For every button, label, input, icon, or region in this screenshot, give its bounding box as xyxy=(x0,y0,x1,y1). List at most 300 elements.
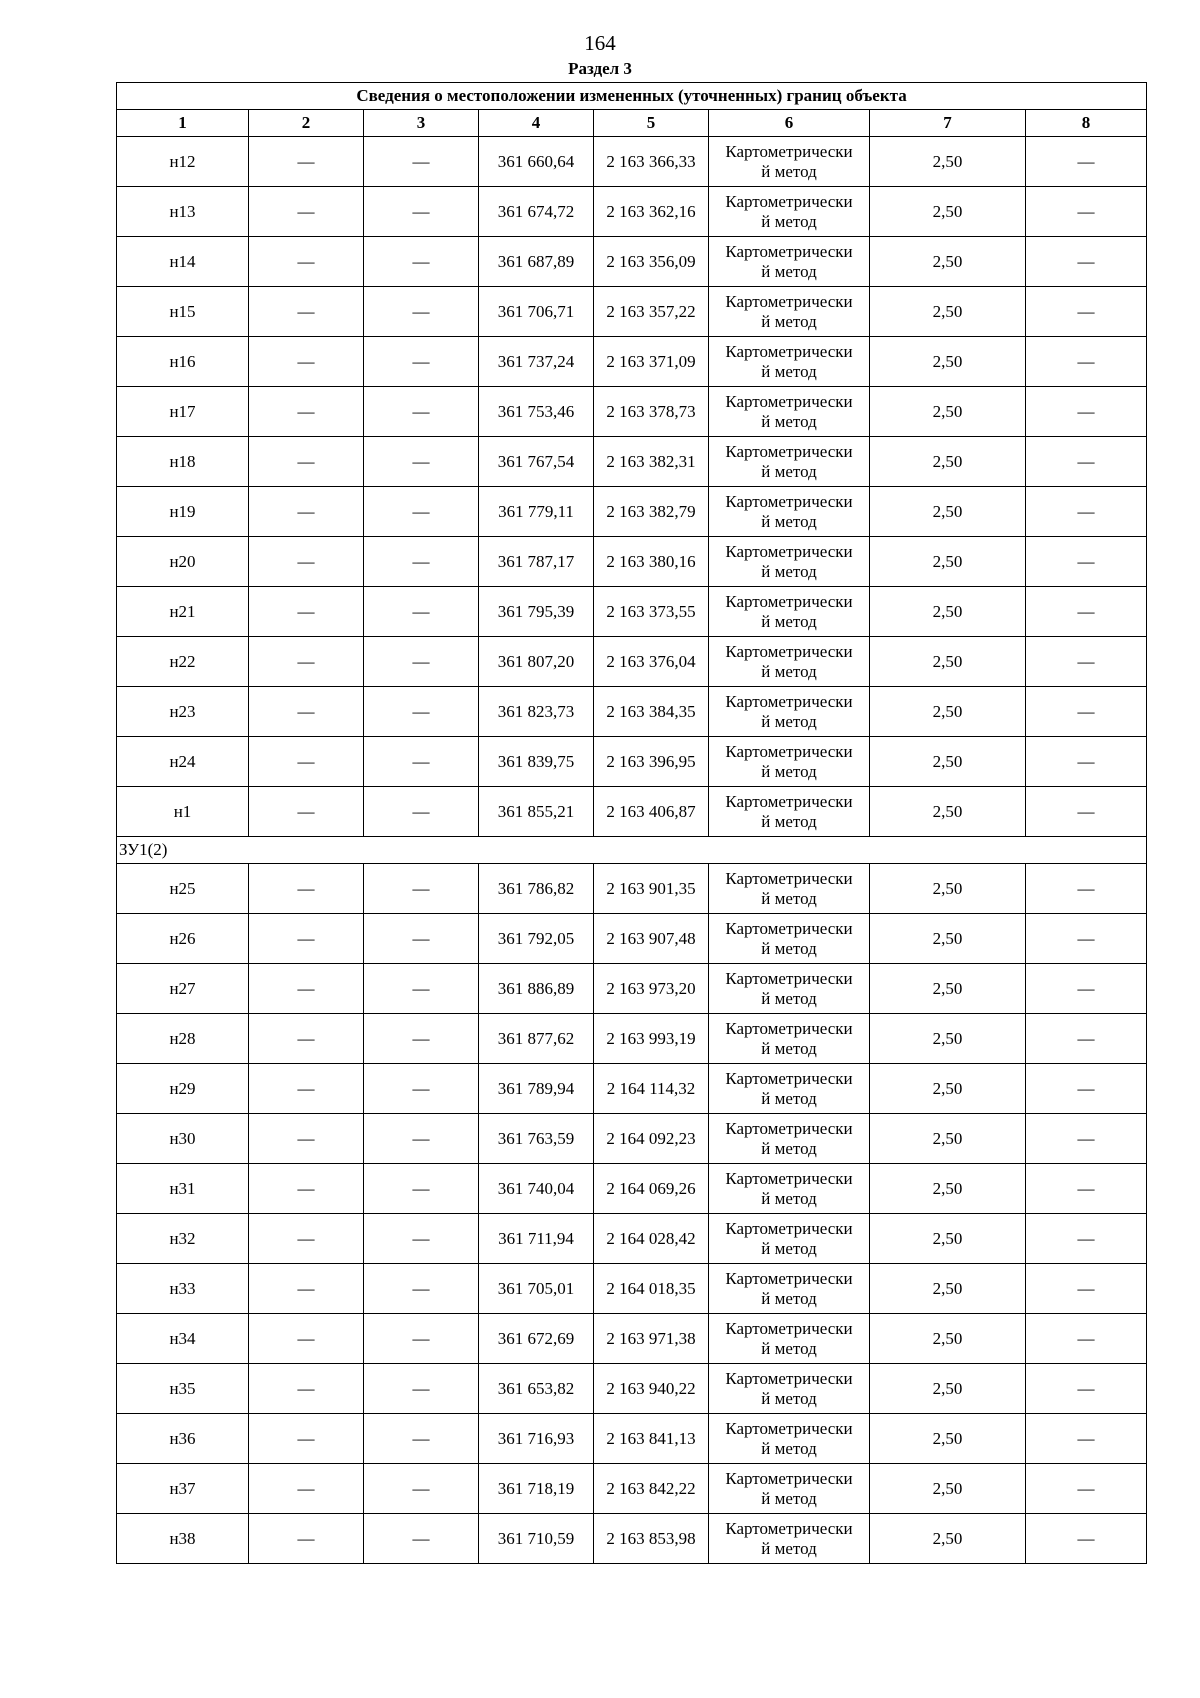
column-2-cell: — xyxy=(249,437,364,487)
method-line: Картометрически xyxy=(725,341,853,361)
column-3-cell: — xyxy=(364,737,479,787)
column-3-cell: — xyxy=(364,1214,479,1264)
method-line: Картометрически xyxy=(725,741,853,761)
method-line: Картометрически xyxy=(725,241,853,261)
table-row xyxy=(117,964,1147,1014)
x-coordinate-cell: 361 653,82 xyxy=(479,1364,594,1414)
table-row xyxy=(117,914,1147,964)
point-name-cell: н31 xyxy=(117,1164,249,1214)
x-coordinate-cell: 361 718,19 xyxy=(479,1464,594,1514)
table-row xyxy=(117,1164,1147,1214)
accuracy-cell: 2,50 xyxy=(870,787,1026,837)
accuracy-cell: 2,50 xyxy=(870,1314,1026,1364)
column-number-row xyxy=(117,110,1147,137)
method-line: Картометрически xyxy=(725,918,853,938)
column-2-cell: — xyxy=(249,1114,364,1164)
accuracy-cell: 2,50 xyxy=(870,1214,1026,1264)
table-row xyxy=(117,437,1147,487)
point-name-cell: н28 xyxy=(117,1014,249,1064)
point-name-cell: н37 xyxy=(117,1464,249,1514)
method-cell xyxy=(709,1014,870,1064)
column-3-cell: — xyxy=(364,1014,479,1064)
column-3-cell: — xyxy=(364,587,479,637)
method-line: Картометрически xyxy=(725,691,853,711)
column-8-cell: — xyxy=(1026,914,1147,964)
accuracy-cell: 2,50 xyxy=(870,387,1026,437)
y-coordinate-cell: 2 163 901,35 xyxy=(594,864,709,914)
table-row xyxy=(117,287,1147,337)
table-row xyxy=(117,737,1147,787)
method-cell xyxy=(709,1064,870,1114)
method-cell xyxy=(709,487,870,537)
method-line: й метод xyxy=(761,661,817,681)
column-8-cell: — xyxy=(1026,687,1147,737)
x-coordinate-cell: 361 823,73 xyxy=(479,687,594,737)
point-name-cell: н30 xyxy=(117,1114,249,1164)
y-coordinate-cell: 2 163 396,95 xyxy=(594,737,709,787)
method-cell xyxy=(709,1164,870,1214)
point-name-cell: н13 xyxy=(117,187,249,237)
column-8-cell: — xyxy=(1026,1414,1147,1464)
x-coordinate-cell: 361 786,82 xyxy=(479,864,594,914)
method-line: й метод xyxy=(761,561,817,581)
column-2-cell: — xyxy=(249,737,364,787)
column-3-cell: — xyxy=(364,914,479,964)
column-3-cell: — xyxy=(364,387,479,437)
method-line: й метод xyxy=(761,988,817,1008)
column-2-cell: — xyxy=(249,1164,364,1214)
column-3-cell: — xyxy=(364,487,479,537)
table-row xyxy=(117,1414,1147,1464)
method-cell xyxy=(709,537,870,587)
method-line: Картометрически xyxy=(725,968,853,988)
table-row xyxy=(117,1514,1147,1564)
column-3-cell: — xyxy=(364,1114,479,1164)
y-coordinate-cell: 2 164 018,35 xyxy=(594,1264,709,1314)
accuracy-cell: 2,50 xyxy=(870,637,1026,687)
method-line: й метод xyxy=(761,711,817,731)
column-8-cell: — xyxy=(1026,1014,1147,1064)
method-cell xyxy=(709,1214,870,1264)
method-line: Картометрически xyxy=(725,641,853,661)
column-8-cell: — xyxy=(1026,387,1147,437)
point-name-cell: н15 xyxy=(117,287,249,337)
column-number: 7 xyxy=(870,110,1026,137)
table-row xyxy=(117,1364,1147,1414)
column-3-cell: — xyxy=(364,1414,479,1464)
y-coordinate-cell: 2 163 973,20 xyxy=(594,964,709,1014)
column-2-cell: — xyxy=(249,1464,364,1514)
point-name-cell: н19 xyxy=(117,487,249,537)
point-name-cell: н33 xyxy=(117,1264,249,1314)
x-coordinate-cell: 361 767,54 xyxy=(479,437,594,487)
table-row xyxy=(117,864,1147,914)
point-name-cell: н1 xyxy=(117,787,249,837)
column-3-cell: — xyxy=(364,137,479,187)
accuracy-cell: 2,50 xyxy=(870,1264,1026,1314)
column-3-cell: — xyxy=(364,537,479,587)
method-line: й метод xyxy=(761,311,817,331)
y-coordinate-cell: 2 163 993,19 xyxy=(594,1014,709,1064)
method-line: й метод xyxy=(761,1038,817,1058)
method-cell xyxy=(709,387,870,437)
method-line: Картометрически xyxy=(725,1068,853,1088)
accuracy-cell: 2,50 xyxy=(870,1514,1026,1564)
y-coordinate-cell: 2 163 382,79 xyxy=(594,487,709,537)
column-8-cell: — xyxy=(1026,1214,1147,1264)
x-coordinate-cell: 361 711,94 xyxy=(479,1214,594,1264)
accuracy-cell: 2,50 xyxy=(870,864,1026,914)
method-cell xyxy=(709,1264,870,1314)
column-3-cell: — xyxy=(364,864,479,914)
x-coordinate-cell: 361 855,21 xyxy=(479,787,594,837)
column-8-cell: — xyxy=(1026,1464,1147,1514)
x-coordinate-cell: 361 710,59 xyxy=(479,1514,594,1564)
table-row xyxy=(117,1314,1147,1364)
table-row xyxy=(117,1064,1147,1114)
method-line: й метод xyxy=(761,261,817,281)
method-cell xyxy=(709,914,870,964)
method-line: Картометрически xyxy=(725,1168,853,1188)
method-line: й метод xyxy=(761,811,817,831)
column-8-cell: — xyxy=(1026,587,1147,637)
method-line: Картометрически xyxy=(725,1468,853,1488)
accuracy-cell: 2,50 xyxy=(870,1014,1026,1064)
column-3-cell: — xyxy=(364,1364,479,1414)
method-line: й метод xyxy=(761,938,817,958)
column-number: 2 xyxy=(249,110,364,137)
accuracy-cell: 2,50 xyxy=(870,1164,1026,1214)
column-3-cell: — xyxy=(364,1464,479,1514)
y-coordinate-cell: 2 163 380,16 xyxy=(594,537,709,587)
y-coordinate-cell: 2 163 384,35 xyxy=(594,687,709,737)
method-line: й метод xyxy=(761,1388,817,1408)
method-cell xyxy=(709,1364,870,1414)
method-cell xyxy=(709,1514,870,1564)
method-cell xyxy=(709,864,870,914)
y-coordinate-cell: 2 163 378,73 xyxy=(594,387,709,437)
method-line: Картометрически xyxy=(725,791,853,811)
y-coordinate-cell: 2 164 114,32 xyxy=(594,1064,709,1114)
table-row xyxy=(117,637,1147,687)
column-3-cell: — xyxy=(364,287,479,337)
column-3-cell: — xyxy=(364,1264,479,1314)
method-line: Картометрически xyxy=(725,591,853,611)
method-cell xyxy=(709,337,870,387)
y-coordinate-cell: 2 163 366,33 xyxy=(594,137,709,187)
accuracy-cell: 2,50 xyxy=(870,914,1026,964)
method-line: й метод xyxy=(761,1088,817,1108)
method-line: й метод xyxy=(761,1538,817,1558)
method-line: й метод xyxy=(761,1488,817,1508)
method-line: й метод xyxy=(761,161,817,181)
column-8-cell: — xyxy=(1026,1364,1147,1414)
accuracy-cell: 2,50 xyxy=(870,1464,1026,1514)
column-number: 4 xyxy=(479,110,594,137)
method-cell xyxy=(709,1314,870,1364)
method-line: й метод xyxy=(761,1338,817,1358)
method-line: Картометрически xyxy=(725,391,853,411)
method-line: й метод xyxy=(761,1238,817,1258)
coordinates-table xyxy=(116,82,1147,1564)
method-cell xyxy=(709,237,870,287)
table-row xyxy=(117,487,1147,537)
x-coordinate-cell: 361 877,62 xyxy=(479,1014,594,1064)
column-8-cell: — xyxy=(1026,1064,1147,1114)
y-coordinate-cell: 2 163 382,31 xyxy=(594,437,709,487)
x-coordinate-cell: 361 753,46 xyxy=(479,387,594,437)
method-cell xyxy=(709,137,870,187)
column-8-cell: — xyxy=(1026,1314,1147,1364)
column-2-cell: — xyxy=(249,587,364,637)
column-2-cell: — xyxy=(249,787,364,837)
method-line: й метод xyxy=(761,511,817,531)
method-cell xyxy=(709,1414,870,1464)
point-name-cell: н12 xyxy=(117,137,249,187)
column-8-cell: — xyxy=(1026,1114,1147,1164)
table-caption-row xyxy=(117,83,1147,110)
method-cell xyxy=(709,1114,870,1164)
column-8-cell: — xyxy=(1026,787,1147,837)
table-body xyxy=(117,137,1147,1564)
x-coordinate-cell: 361 660,64 xyxy=(479,137,594,187)
column-number: 1 xyxy=(117,110,249,137)
table-caption: Сведения о местоположении измененных (уточненных) границ объекта xyxy=(117,83,1147,110)
column-8-cell: — xyxy=(1026,437,1147,487)
column-8-cell: — xyxy=(1026,737,1147,787)
column-number: 6 xyxy=(709,110,870,137)
column-2-cell: — xyxy=(249,1214,364,1264)
accuracy-cell: 2,50 xyxy=(870,1414,1026,1464)
section-title: Раздел 3 xyxy=(568,59,632,78)
method-line: Картометрически xyxy=(725,541,853,561)
point-name-cell: н22 xyxy=(117,637,249,687)
y-coordinate-cell: 2 164 028,42 xyxy=(594,1214,709,1264)
method-line: Картометрически xyxy=(725,1518,853,1538)
y-coordinate-cell: 2 163 376,04 xyxy=(594,637,709,687)
y-coordinate-cell: 2 163 907,48 xyxy=(594,914,709,964)
point-name-cell: н34 xyxy=(117,1314,249,1364)
table-row xyxy=(117,1114,1147,1164)
point-name-cell: н27 xyxy=(117,964,249,1014)
table-row xyxy=(117,187,1147,237)
column-3-cell: — xyxy=(364,1514,479,1564)
column-2-cell: — xyxy=(249,637,364,687)
x-coordinate-cell: 361 886,89 xyxy=(479,964,594,1014)
point-name-cell: н18 xyxy=(117,437,249,487)
group-label: ЗУ1(2) xyxy=(117,837,1147,864)
column-2-cell: — xyxy=(249,337,364,387)
y-coordinate-cell: 2 163 971,38 xyxy=(594,1314,709,1364)
y-coordinate-cell: 2 163 842,22 xyxy=(594,1464,709,1514)
page-number: 164 xyxy=(584,31,616,55)
column-8-cell: — xyxy=(1026,287,1147,337)
column-2-cell: — xyxy=(249,237,364,287)
method-line: Картометрически xyxy=(725,491,853,511)
accuracy-cell: 2,50 xyxy=(870,687,1026,737)
method-line: Картометрически xyxy=(725,868,853,888)
column-8-cell: — xyxy=(1026,1264,1147,1314)
table-row xyxy=(117,1214,1147,1264)
method-cell xyxy=(709,687,870,737)
method-line: й метод xyxy=(761,611,817,631)
column-3-cell: — xyxy=(364,1164,479,1214)
column-2-cell: — xyxy=(249,1064,364,1114)
y-coordinate-cell: 2 163 373,55 xyxy=(594,587,709,637)
x-coordinate-cell: 361 716,93 xyxy=(479,1414,594,1464)
table-row xyxy=(117,1264,1147,1314)
x-coordinate-cell: 361 687,89 xyxy=(479,237,594,287)
point-name-cell: н29 xyxy=(117,1064,249,1114)
accuracy-cell: 2,50 xyxy=(870,437,1026,487)
column-3-cell: — xyxy=(364,237,479,287)
method-line: й метод xyxy=(761,1188,817,1208)
accuracy-cell: 2,50 xyxy=(870,137,1026,187)
x-coordinate-cell: 361 795,39 xyxy=(479,587,594,637)
method-line: Картометрически xyxy=(725,141,853,161)
table-row xyxy=(117,237,1147,287)
column-8-cell: — xyxy=(1026,1164,1147,1214)
column-2-cell: — xyxy=(249,864,364,914)
column-2-cell: — xyxy=(249,287,364,337)
x-coordinate-cell: 361 807,20 xyxy=(479,637,594,687)
y-coordinate-cell: 2 163 357,22 xyxy=(594,287,709,337)
point-name-cell: н14 xyxy=(117,237,249,287)
point-name-cell: н21 xyxy=(117,587,249,637)
accuracy-cell: 2,50 xyxy=(870,737,1026,787)
column-2-cell: — xyxy=(249,487,364,537)
method-cell xyxy=(709,737,870,787)
method-line: Картометрически xyxy=(725,1118,853,1138)
table-row xyxy=(117,587,1147,637)
group-row xyxy=(117,837,1147,864)
column-number: 5 xyxy=(594,110,709,137)
y-coordinate-cell: 2 163 371,09 xyxy=(594,337,709,387)
column-3-cell: — xyxy=(364,964,479,1014)
column-2-cell: — xyxy=(249,1514,364,1564)
column-3-cell: — xyxy=(364,337,479,387)
column-3-cell: — xyxy=(364,187,479,237)
point-name-cell: н25 xyxy=(117,864,249,914)
point-name-cell: н36 xyxy=(117,1414,249,1464)
column-3-cell: — xyxy=(364,1064,479,1114)
column-2-cell: — xyxy=(249,537,364,587)
point-name-cell: н17 xyxy=(117,387,249,437)
column-8-cell: — xyxy=(1026,487,1147,537)
method-cell xyxy=(709,437,870,487)
method-line: й метод xyxy=(761,361,817,381)
y-coordinate-cell: 2 164 092,23 xyxy=(594,1114,709,1164)
method-cell xyxy=(709,587,870,637)
method-line: й метод xyxy=(761,761,817,781)
column-2-cell: — xyxy=(249,914,364,964)
method-cell xyxy=(709,1464,870,1514)
x-coordinate-cell: 361 740,04 xyxy=(479,1164,594,1214)
method-line: й метод xyxy=(761,1438,817,1458)
x-coordinate-cell: 361 792,05 xyxy=(479,914,594,964)
x-coordinate-cell: 361 779,11 xyxy=(479,487,594,537)
accuracy-cell: 2,50 xyxy=(870,1114,1026,1164)
point-name-cell: н26 xyxy=(117,914,249,964)
x-coordinate-cell: 361 706,71 xyxy=(479,287,594,337)
point-name-cell: н35 xyxy=(117,1364,249,1414)
column-2-cell: — xyxy=(249,137,364,187)
column-8-cell: — xyxy=(1026,864,1147,914)
method-line: Картометрически xyxy=(725,1368,853,1388)
point-name-cell: н20 xyxy=(117,537,249,587)
column-8-cell: — xyxy=(1026,537,1147,587)
column-2-cell: — xyxy=(249,387,364,437)
method-cell xyxy=(709,287,870,337)
column-number: 3 xyxy=(364,110,479,137)
column-8-cell: — xyxy=(1026,337,1147,387)
table-row xyxy=(117,787,1147,837)
method-line: Картометрически xyxy=(725,1218,853,1238)
method-cell xyxy=(709,637,870,687)
y-coordinate-cell: 2 163 940,22 xyxy=(594,1364,709,1414)
accuracy-cell: 2,50 xyxy=(870,1064,1026,1114)
column-2-cell: — xyxy=(249,1414,364,1464)
x-coordinate-cell: 361 787,17 xyxy=(479,537,594,587)
method-line: Картометрически xyxy=(725,1318,853,1338)
column-2-cell: — xyxy=(249,1364,364,1414)
x-coordinate-cell: 361 839,75 xyxy=(479,737,594,787)
table-row xyxy=(117,1014,1147,1064)
method-line: Картометрически xyxy=(725,191,853,211)
method-cell xyxy=(709,187,870,237)
accuracy-cell: 2,50 xyxy=(870,487,1026,537)
column-2-cell: — xyxy=(249,1264,364,1314)
column-2-cell: — xyxy=(249,964,364,1014)
x-coordinate-cell: 361 674,72 xyxy=(479,187,594,237)
column-2-cell: — xyxy=(249,1314,364,1364)
method-cell xyxy=(709,787,870,837)
x-coordinate-cell: 361 789,94 xyxy=(479,1064,594,1114)
column-8-cell: — xyxy=(1026,237,1147,287)
table-row xyxy=(117,1464,1147,1514)
accuracy-cell: 2,50 xyxy=(870,964,1026,1014)
column-2-cell: — xyxy=(249,687,364,737)
accuracy-cell: 2,50 xyxy=(870,287,1026,337)
point-name-cell: н16 xyxy=(117,337,249,387)
method-line: й метод xyxy=(761,1288,817,1308)
accuracy-cell: 2,50 xyxy=(870,1364,1026,1414)
y-coordinate-cell: 2 163 853,98 xyxy=(594,1514,709,1564)
accuracy-cell: 2,50 xyxy=(870,187,1026,237)
table-row xyxy=(117,387,1147,437)
method-line: й метод xyxy=(761,888,817,908)
point-name-cell: н23 xyxy=(117,687,249,737)
y-coordinate-cell: 2 163 362,16 xyxy=(594,187,709,237)
y-coordinate-cell: 2 163 406,87 xyxy=(594,787,709,837)
accuracy-cell: 2,50 xyxy=(870,337,1026,387)
accuracy-cell: 2,50 xyxy=(870,237,1026,287)
column-3-cell: — xyxy=(364,687,479,737)
method-line: й метод xyxy=(761,1138,817,1158)
y-coordinate-cell: 2 164 069,26 xyxy=(594,1164,709,1214)
column-8-cell: — xyxy=(1026,637,1147,687)
method-line: Картометрически xyxy=(725,1018,853,1038)
column-8-cell: — xyxy=(1026,137,1147,187)
method-line: й метод xyxy=(761,411,817,431)
method-line: Картометрически xyxy=(725,1268,853,1288)
accuracy-cell: 2,50 xyxy=(870,587,1026,637)
method-line: Картометрически xyxy=(725,1418,853,1438)
column-2-cell: — xyxy=(249,187,364,237)
table-row xyxy=(117,337,1147,387)
x-coordinate-cell: 361 672,69 xyxy=(479,1314,594,1364)
column-2-cell: — xyxy=(249,1014,364,1064)
